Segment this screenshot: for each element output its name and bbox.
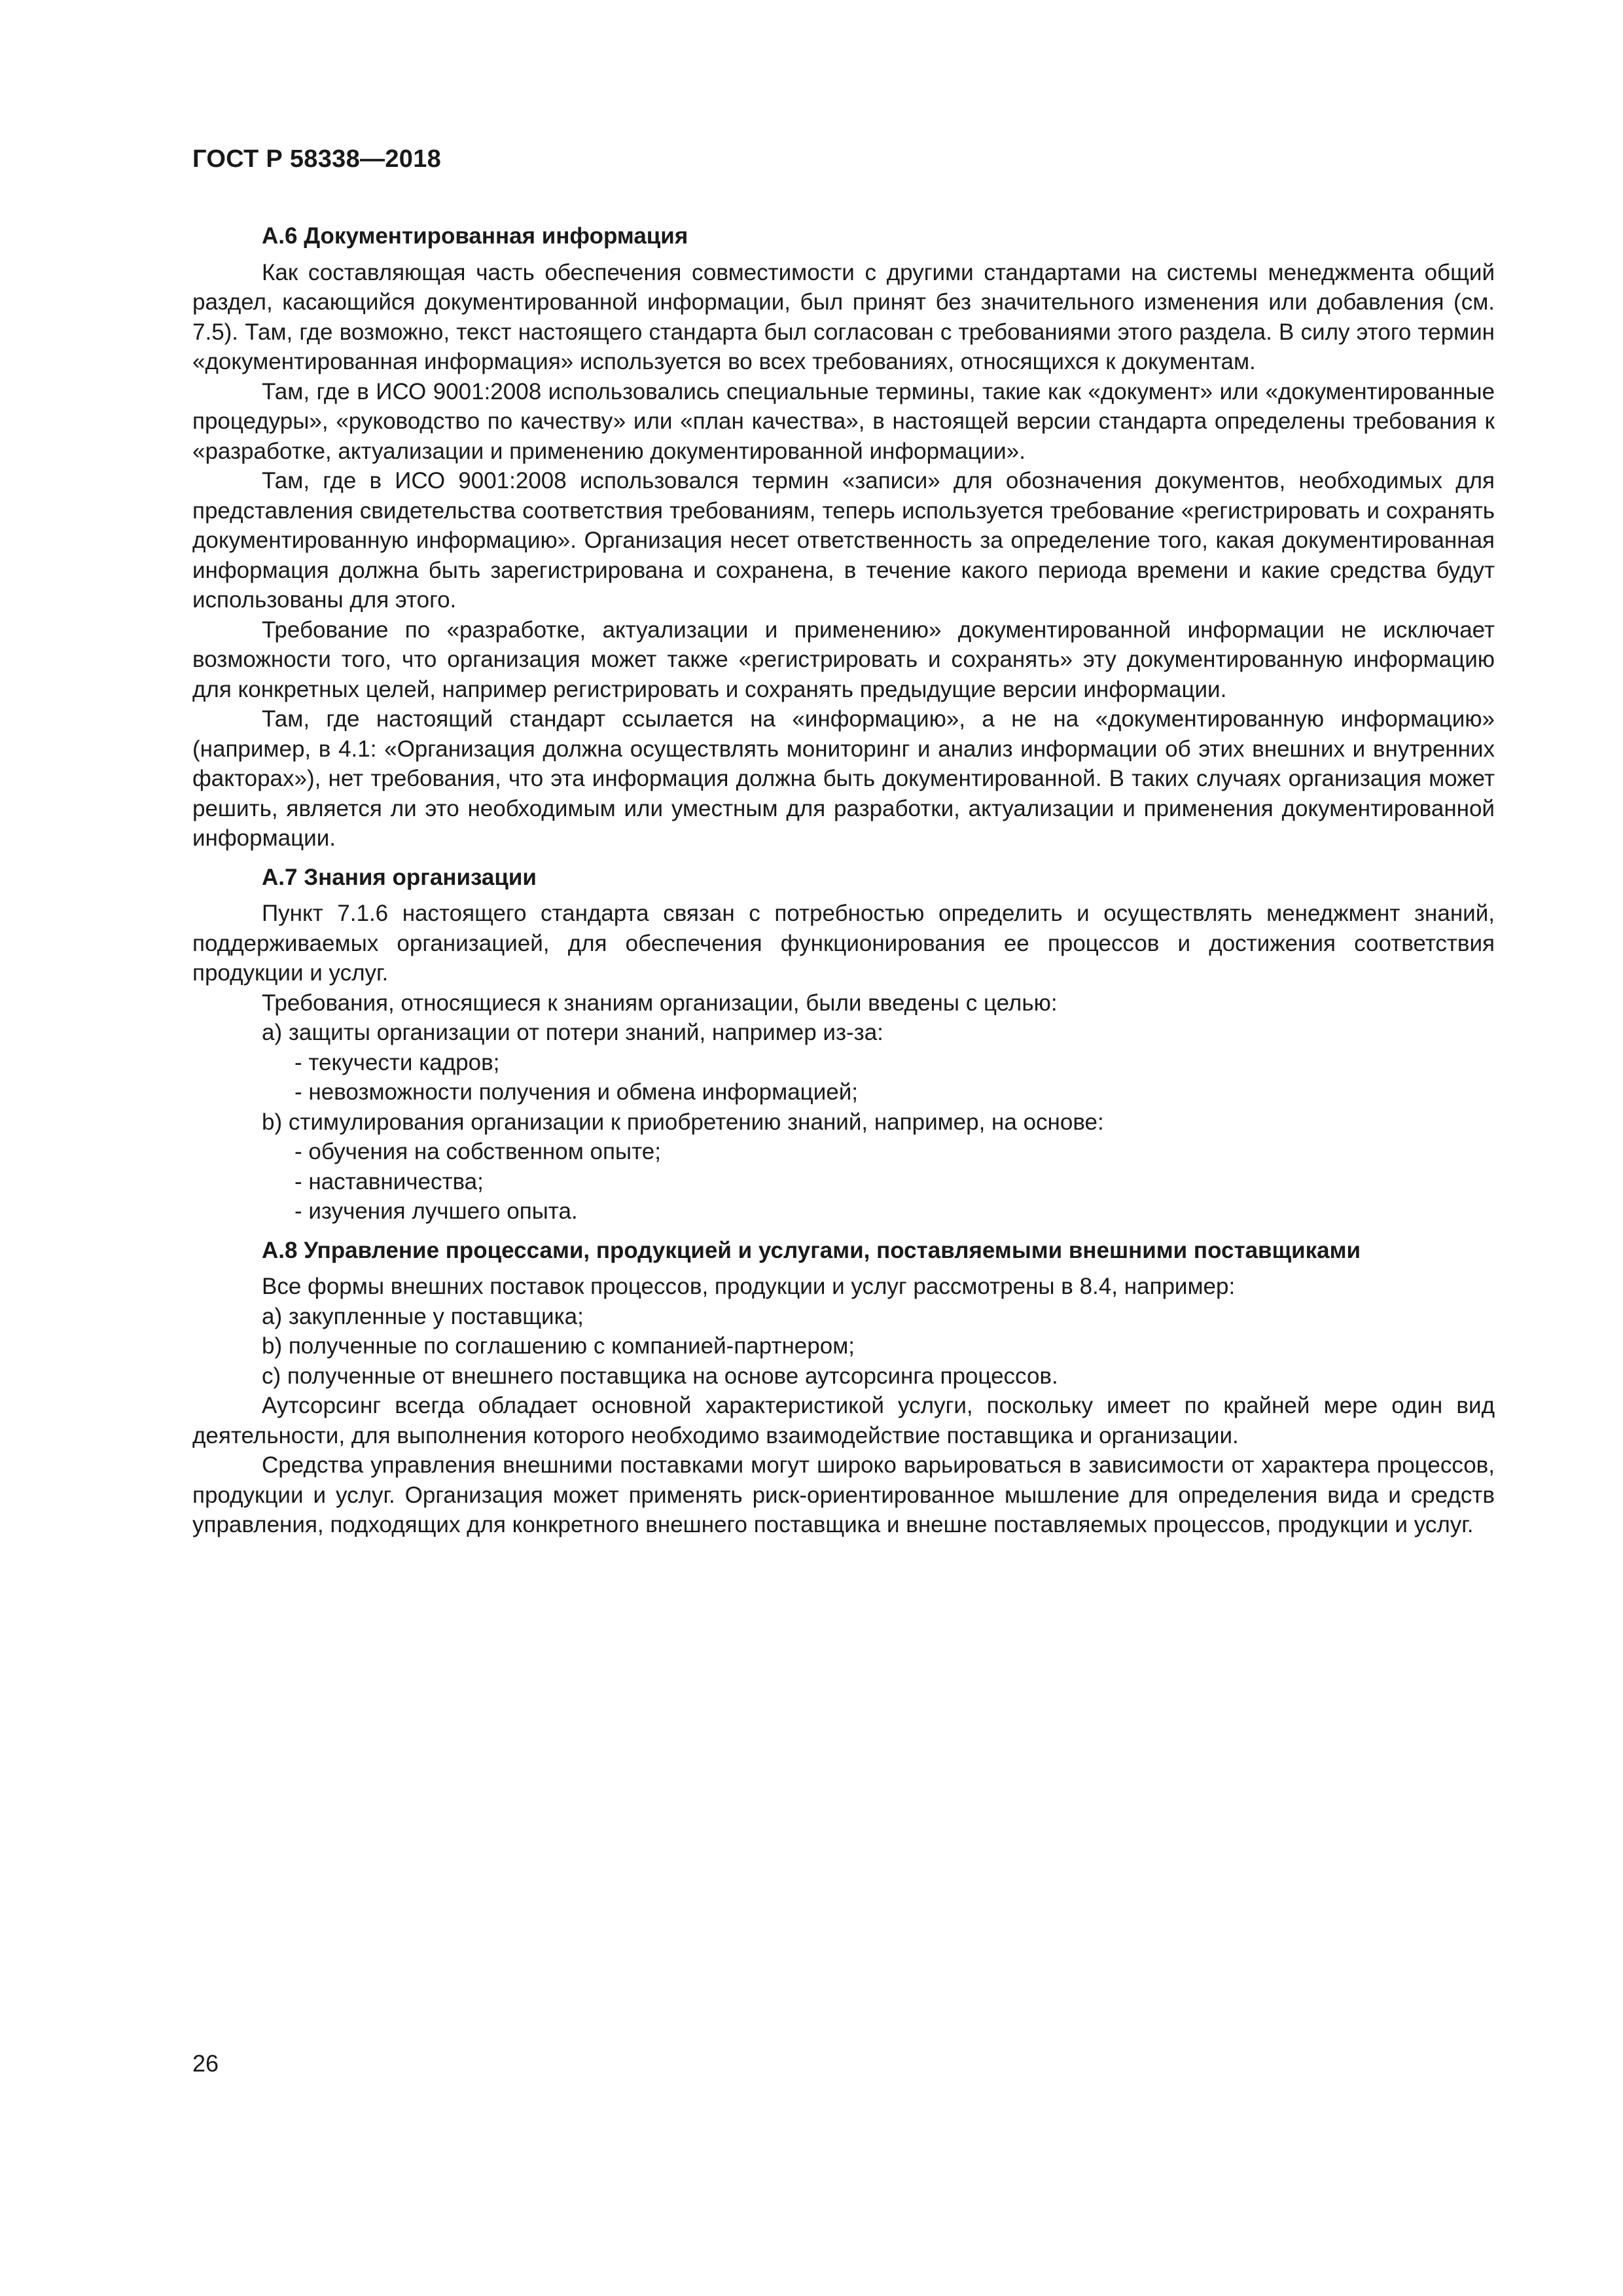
section-a7 xyxy=(192,863,1495,1227)
paragraph: Там, где в ИСО 9001:2008 использовались специальные термины, такие как «документ» или «документированные процедуры», «руководство по качеству» или «план качества», в настоящей версии стандарта определены требования к «разработке, актуализации и применению документированной информации». xyxy=(192,378,1495,464)
sub-list-item: - невозможности получения и обмена информацией; xyxy=(294,1079,859,1105)
section-a7-title: А.7 Знания организации xyxy=(262,864,537,890)
section-a8-title: А.8 Управление процессами, продукцией и услугами, поставляемыми внешними поставщиками xyxy=(262,1237,1361,1263)
section-a6-title: А.6 Документированная информация xyxy=(262,223,688,249)
paragraph: Требования, относящиеся к знаниям организации, были введены с целью: xyxy=(262,990,1058,1016)
list-item: b) стимулирования организации к приобретению знаний, например, на основе: xyxy=(262,1109,1104,1135)
section-a6 xyxy=(192,221,1495,853)
list-item: а) защиты организации от потери знаний, например из-за: xyxy=(262,1020,883,1045)
list-item: а) закупленные у поставщика; xyxy=(262,1303,584,1329)
paragraph: Требование по «разработке, актуализации и применению» документированной информации не исключает возможности того, что организация может также «регистрировать и сохранять» эту документированную информацию для конкретных целей, например регистрировать и сохранять предыдущие версии информации. xyxy=(192,617,1495,702)
paragraph: Как составляющая часть обеспечения совместимости с другими стандартами на системы менеджмента общий раздел, касающийся документированной информации, был принят без значительного изменения или добавления (см. 7.5). Там, где возможно, текст настоящего стандарта был согласован с требованиями этого раздела. В силу этого термин «документированная информация» используется во всех требованиях, относящихся к документам. xyxy=(192,259,1495,374)
sub-list-item: - обучения на собственном опыте; xyxy=(294,1139,661,1164)
section-a8 xyxy=(192,1236,1495,1540)
paragraph: Все формы внешних поставок процессов, продукции и услуг рассмотрены в 8.4, например: xyxy=(262,1274,1236,1299)
paragraph: Там, где в ИСО 9001:2008 использовался термин «записи» для обозначения документов, необходимых для представления свидетельства соответствия требованиям, теперь используется требование «регистрировать и сохранять документированную информацию». Организация несет ответственность за определение того, какая документированная информация должна быть зарегистрирована и сохранена, в течение какого периода времени и какие средства будут использованы для этого. xyxy=(192,468,1495,613)
paragraph: Пункт 7.1.6 настоящего стандарта связан с потребностью определить и осуществлять менеджмент знаний, поддерживаемых организацией, для обеспечения функционирования ее процессов и достижения соответствия продукции и услуг. xyxy=(192,901,1495,986)
sub-list-item: - изучения лучшего опыта. xyxy=(294,1198,578,1224)
sub-list-item: - текучести кадров; xyxy=(294,1049,500,1075)
list-item: c) полученные от внешнего поставщика на основе аутсорсинга процессов. xyxy=(262,1363,1058,1389)
paragraph: Средства управления внешними поставками могут широко варьироваться в зависимости от характера процессов, продукции и услуг. Организация может применять риск-ориентированное мышление для определения вида и средств управления, подходящих для конкретного внешнего поставщика и внешне поставляемых процессов, продукции и услуг. xyxy=(192,1452,1495,1537)
paragraph: Там, где настоящий стандарт ссылается на «информацию», а не на «документированную информацию» (например, в 4.1: «Организация должна осуществлять мониторинг и анализ информации об этих внешних и внутренних факторах»), нет требования, что эта информация должна быть документированной. В таких случаях организация может решить, является ли это необходимым или уместным для разработки, актуализации и применения документированной информации. xyxy=(192,706,1495,851)
paragraph: Аутсорсинг всегда обладает основной характеристикой услуги, поскольку имеет по крайней мере один вид деятельности, для выполнения которого необходимо взаимодействие поставщика и организации. xyxy=(192,1393,1495,1448)
page-content xyxy=(192,221,1495,1540)
sub-list-item: - наставничества; xyxy=(294,1168,484,1194)
list-item: b) полученные по соглашению с компанией-партнером; xyxy=(262,1333,855,1359)
document-id-header: ГОСТ Р 58338—2018 xyxy=(192,145,442,173)
page-number: 26 xyxy=(192,2050,219,2077)
